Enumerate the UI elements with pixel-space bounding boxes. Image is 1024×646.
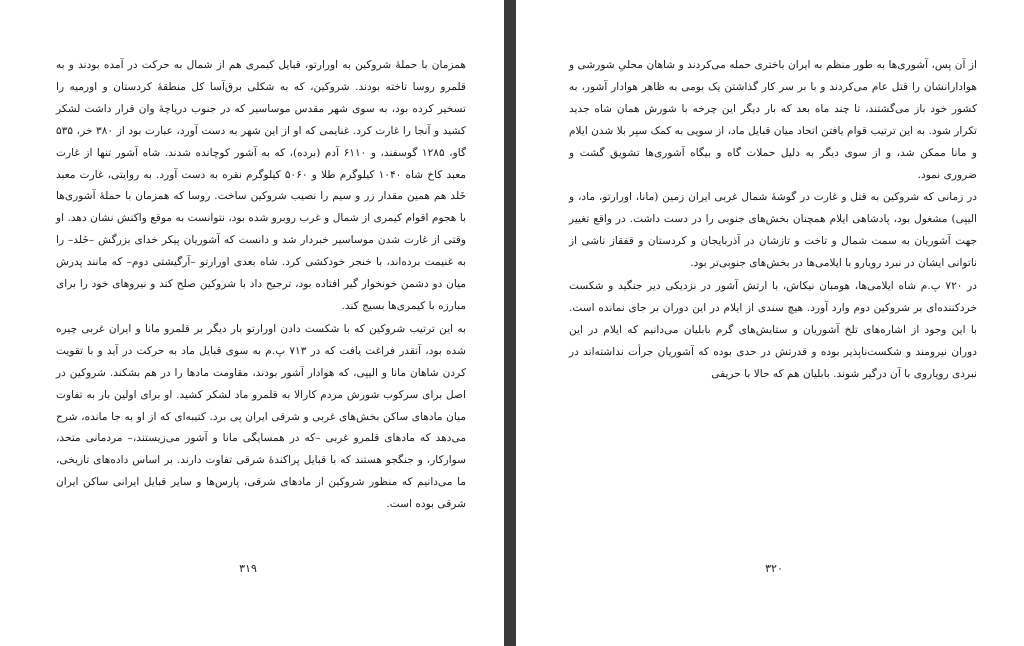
right-page-body (569, 55, 977, 387)
page-gutter (504, 0, 516, 646)
right-paragraph-3: در ۷۲۰ پ.م شاه ایلامی‌ها، هومبان نیکاش، با ارتش آشور در نزدیکی دیر جنگید و شکست خردکننده‌ای بر شروکین دوم وارد آورد. هیچ سندی از ایلام در این دوران بر جای نمانده است. با این وجود از اشاره‌های تلخ آشوریان و ستایش‌های گرم بابلیان می‌دانیم که ایلام در این دوران نیرومند و شکست‌ناپذیر بوده و قدرتش در حدی بوده که آشوریان جرأت نداشته‌اند در نبردی رویاروی با آن درگیر شوند. بابلیان هم که حالا با حریفی (569, 280, 977, 380)
left-paragraph-1: همزمان با حملهٔ شروکین به اورارتو، قبایل کیمری هم از شمال به حرکت در آمده بودند و به قلمرو روسا تاخته بودند. شروکین، که به شکلی برق‌آسا کل منطقهٔ کردستان و اورمیه را تسخیر کرده بود، به سوی شهر مقدس موساسیر که در جنوب دریاچهٔ وان قرار داشت لشکر کشید و آنجا را غارت کرد. غنایمی که او از این شهر به دست آورد، عبارت بود از ۳۸۰ خر، ۵۳۵ گاو، ۱۲۸۵ گوسفند، و ۶۱۱۰ آدم (برده)، که به آشور کوچانده شدند. شاه آشور تنها از غارت معبد کاخ شاه ۱۰۴۰ کیلوگرم طلا و ۵۰۶۰ کیلوگرم نقره به دست آورد. به روایتی، غارت معبد خَلد هم همین مقدار زر و سیم را نصیب شروکین ساخت. روسا که همزمان با حملهٔ آشوری‌ها با هجوم اقوام کیمری از شمال و غرب روبرو شده بود، نتوانست به موقع واکنش نشان دهد. او وقتی از غارت شدن موساسیر خبردار شد و دانست که آشوریان پیکر خدای بزرگش –خَلد– را به غنیمت برده‌اند، با خنجر خودکشی کرد. شاه بعدی اورارتو –آرگیشتی دوم– که مانند پدرش میان دو دشمن خونخوار گیر افتاده بود، ترجیح داد با شروکین صلح کند و نیروهای خود را برای مبارزه با کیمری‌ها بسیج کند. (56, 59, 466, 312)
left-page-number: ۳۱۹ (239, 562, 257, 575)
left-page-body (56, 55, 466, 517)
right-page (516, 0, 1024, 646)
right-paragraph-2: در زمانی که شروکین به قتل و غارت در گوشهٔ شمال غربی ایران زمین (مانا، اورارتو، ماد، و الیپی) مشغول بود، پادشاهی ایلام همچنان بخش‌های جنوبی را در دست داشت. در واقع تغییر جهت آشوریان به سمت شمال و تاخت و تازشان در آذربایجان و کردستان و قفقاز ناشی از ناتوانی ایشان در نبرد رویارو با ایلامی‌ها در بخش‌های جنوبی‌تر بود. (569, 191, 977, 270)
left-paragraph-2: به این ترتیب شروکین که با شکست دادن اورارتو بار دیگر بر قلمرو مانا و ایران غربی چیره شده بود، آنقدر فراغت یافت که در ۷۱۳ پ.م به سوی قبایل ماد به حرکت در آید و با تقویت کردن شاهان مانا و الیپی، که هوادار آشور بودند، مقاومت مادها را در هم بشکند. شروکین در اصل برای سرکوب شورش مردم کارالا به قلمرو ماد لشکر کشید. او برای اولین بار به تفاوت میان مادهای ساکن بخش‌های غربی و شرقی ایران پی برد. کتیبه‌ای که از او به جا مانده، شرح می‌دهد که مادهای قلمرو غربی –که در همسایگی مانا و آشور می‌زیستند،– مردمانی متحد، سوارکار، و جنگجو هستند که با قبایل پراکندهٔ شرقی تفاوت دارند. بر اساس داده‌های تاریخی، ما می‌دانیم که منظور شروکین از مادهای شرقی، پارس‌ها و سایر قبایل ایرانی ساکن ایران شرقی بوده است. (56, 322, 466, 511)
right-paragraph-1: از آن پس، آشوری‌ها به طور منظم به ایران باختری حمله می‌کردند و شاهان محلیِ شورشی و هوادارانشان را قتل عام می‌کردند و با بر سر کار گذاشتن یک بومی به ظاهر هوادار آشور، به کشور خود باز می‌گشتند، تا چند ماه بعد که بار دیگر این چرخه با شورش همان شاه جدید تکرار شود. به این ترتیب قوام یافتن اتحاد میان قبایل ماد، از سویی به کمک سپر بلا شدن ایلام و مانا ممکن شد، و از سوی دیگر به دلیل حملات گاه و بیگاه آشوری‌ها تشویق گشت و ضروری نمود. (569, 59, 977, 181)
left-page (0, 0, 504, 646)
right-page-number: ۳۲۰ (765, 562, 783, 575)
